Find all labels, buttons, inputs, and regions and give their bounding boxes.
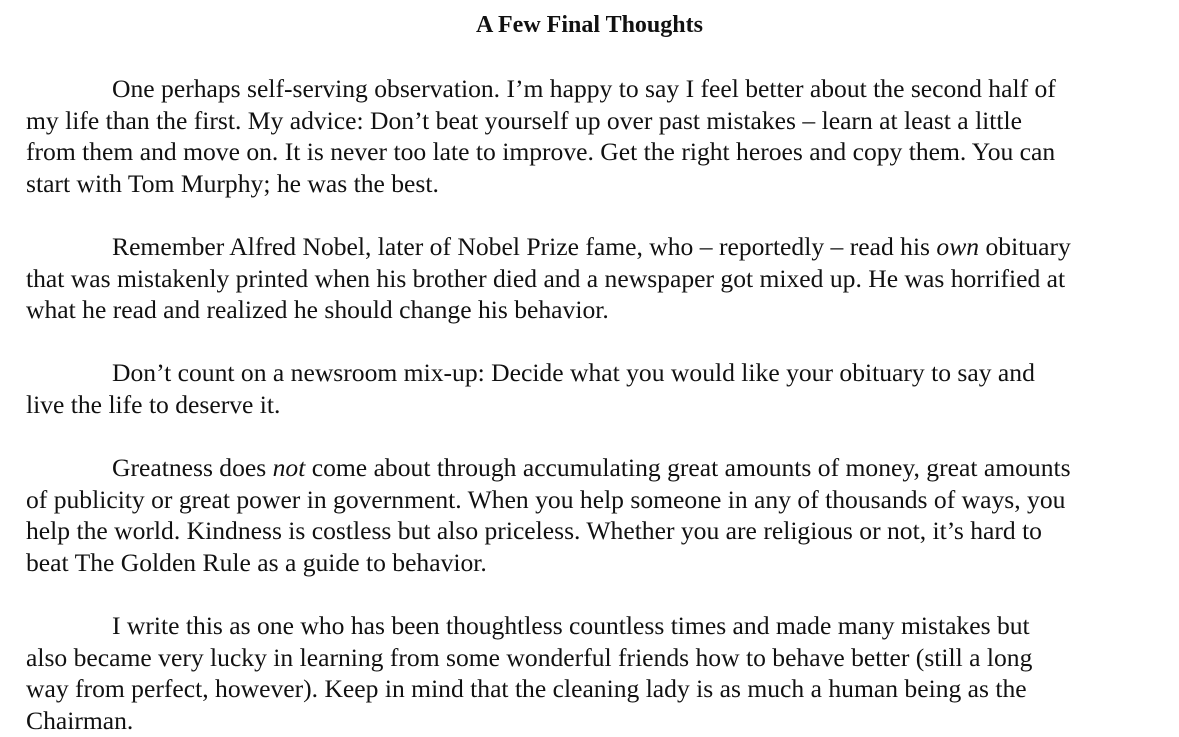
- paragraph-line: from them and move on. It is never too late to improve. Get the right heroes and copy them. You can: [26, 137, 1056, 167]
- text-run: obituary: [979, 231, 1071, 261]
- paragraph-line: live the life to deserve it.: [26, 389, 281, 419]
- paragraph-line: [26, 231, 1153, 263]
- paragraph-line: of publicity or great power in government. When you help someone in any of thousands of ways, you: [26, 484, 1066, 514]
- text-run: Greatness does: [112, 453, 273, 483]
- paragraph-line: help the world. Kindness is costless but also priceless. Whether you are religious or not, it’s hard to: [26, 516, 1042, 546]
- paragraph-line: my life than the first. My advice: Don’t beat yourself up over past mistakes – learn at least a little: [26, 105, 1022, 135]
- paragraph-line: beat The Golden Rule as a guide to behavior.: [26, 547, 487, 577]
- paragraph-line: I write this as one who has been thoughtless countless times and made many mistakes but: [112, 611, 1030, 641]
- text-run: come about through accumulating great amounts of money, great amounts: [305, 453, 1071, 483]
- paragraph-line: One perhaps self-serving observation. I’m happy to say I feel better about the second half of: [112, 74, 1056, 103]
- paragraph-line: [26, 452, 1153, 484]
- paragraph-3: [26, 357, 1153, 420]
- document-title: A Few Final Thoughts: [476, 12, 703, 38]
- paragraph-gap: [26, 579, 1153, 611]
- paragraph-5: [26, 610, 1153, 736]
- paragraph-line: Chairman.: [26, 705, 134, 735]
- emphasis-own: own: [936, 231, 980, 261]
- paragraph-2: [26, 231, 1153, 326]
- paragraph-line: start with Tom Murphy; he was the best.: [26, 168, 439, 198]
- paragraph-1: [26, 73, 1153, 199]
- paragraph-line: also became very lucky in learning from some wonderful friends how to behave better (still a long: [26, 642, 1033, 672]
- paragraph-gap: [26, 326, 1153, 358]
- paragraph-gap: [26, 421, 1153, 453]
- paragraph-line: Don’t count on a newsroom mix-up: Decide what you would like your obituary to say and: [112, 358, 1035, 388]
- paragraph-gap: [26, 199, 1153, 231]
- paragraph-line: that was mistakenly printed when his brother died and a newspaper got mixed up. He was horrified at: [26, 263, 1066, 293]
- text-run: Remember Alfred Nobel, later of Nobel Prize fame, who – reportedly – read his: [112, 231, 937, 261]
- emphasis-not: not: [272, 453, 306, 483]
- paragraph-line: what he read and realized he should change his behavior.: [26, 295, 609, 325]
- paragraph-line: way from perfect, however). Keep in mind that the cleaning lady is as much a human being as the: [26, 674, 1027, 704]
- paragraph-4: [26, 452, 1153, 578]
